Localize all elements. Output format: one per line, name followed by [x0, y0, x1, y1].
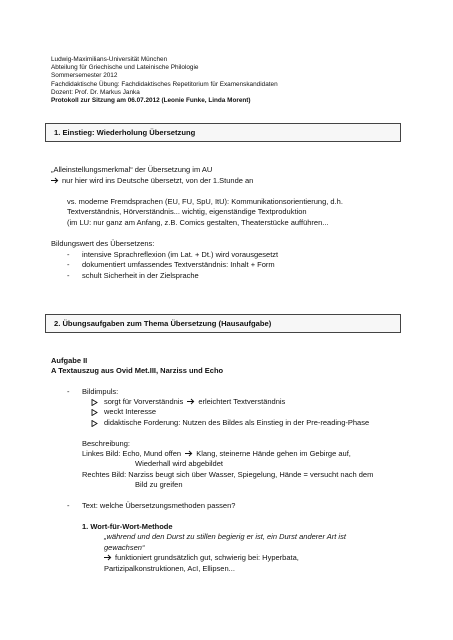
section-1-quote: „Alleinstellungsmerkmal“ der Übersetzung im AU: [51, 165, 213, 174]
header-semester: Sommersemester 2012: [51, 72, 118, 80]
bildimpuls-label: Bildimpuls:: [82, 387, 119, 396]
arrow-right-icon: [187, 398, 195, 405]
linkes-bild-line-2: Wiederhall wird abgebildet: [135, 459, 223, 468]
vs-line-1: vs. moderne Fremdsprachen (EU, FU, SpU, ItU): Kommunikationsorientierung, d.h.: [67, 197, 343, 206]
vs-line-3: (im LU: nur ganz am Anfang, z.B. Comics gestalten, Theaterstücke aufführen...: [67, 218, 329, 227]
method-title: 1. Wort-für-Wort-Methode: [82, 522, 173, 531]
header-university: Ludwig-Maximilians-Universität München: [51, 56, 168, 63]
chevron-bullet-icon: [91, 409, 98, 416]
arrow-right-icon: [51, 177, 59, 184]
document-header: [51, 56, 278, 105]
dash-bullet: -: [67, 271, 70, 280]
arrow-right-icon: [104, 554, 112, 561]
chevron-bullet-icon: [91, 420, 98, 427]
linkes-bild-b: Klang, steinerne Hände gehen im Gebirge auf,: [196, 449, 351, 458]
arrow-note-text: nur hier wird ins Deutsche übersetzt, von der 1.Stunde an: [62, 176, 254, 185]
section-1-heading: 1. Einstieg: Wiederholung Übersetzung: [45, 123, 401, 142]
bild-item-1b: erleichtert Textverständnis: [198, 397, 286, 406]
bildungswert-item-3: schult Sicherheit in der Zielsprache: [82, 271, 199, 280]
rechtes-bild-line-2: Bild zu greifen: [135, 480, 183, 489]
dash-bullet: -: [67, 501, 70, 510]
textauszug-label: A Textauszug aus Ovid Met.III, Narziss und Echo: [51, 366, 224, 375]
aufgabe-label: Aufgabe II: [51, 356, 88, 365]
section-1-arrow-note: [51, 176, 253, 186]
rechtes-bild-line-1: Rechtes Bild: Narziss beugt sich über Wasser, Spiegelung, Hände = versucht nach dem: [82, 470, 374, 479]
header-course: Fachdidaktische Übung: Fachdidaktisches Repetitorium für Examenskandidaten: [51, 80, 278, 88]
method-note-line-1: [104, 553, 299, 563]
linkes-bild-line-1: [82, 449, 351, 459]
chevron-bullet-icon: [91, 399, 98, 406]
vs-line-2: Textverständnis, Hörverständnis... wichtig, eigenständige Textproduktion: [67, 207, 307, 216]
bild-item-1: [104, 397, 285, 407]
method-note-text: funktioniert grundsätzlich gut, schwierig bei: Hyperbata,: [115, 553, 299, 562]
dash-bullet: -: [67, 260, 70, 269]
text-question: Text: welche Übersetzungsmethoden passen?: [82, 501, 236, 510]
bildungswert-label: Bildungswert des Übersetzens:: [51, 239, 155, 248]
header-department: Abteilung für Griechische und Lateinische Philologie: [51, 64, 199, 72]
bild-item-2: weckt Interesse: [104, 407, 157, 416]
dash-bullet: -: [67, 387, 70, 396]
arrow-right-icon: [185, 450, 193, 457]
dash-bullet: -: [67, 250, 70, 259]
beschreibung-label: Beschreibung:: [82, 439, 130, 448]
bild-item-1a: sorgt für Vorverständnis: [104, 397, 184, 406]
method-quote-line-2: gewachsen“: [104, 543, 145, 552]
bildungswert-item-1: intensive Sprachreflexion (im Lat. + Dt.) wird vorausgesetzt: [82, 250, 279, 259]
header-lecturer: Dozent: Prof. Dr. Markus Janka: [51, 88, 140, 96]
section-2-heading: 2. Übungsaufgaben zum Thema Übersetzung (Hausaufgabe): [45, 314, 401, 333]
method-note-line-2: Partizipalkonstruktionen, AcI, Ellipsen...: [104, 564, 235, 573]
linkes-bild-a: Linkes Bild: Echo, Mund offen: [82, 449, 182, 458]
bildungswert-item-2: dokumentiert umfassendes Textverständnis: Inhalt + Form: [82, 260, 275, 269]
header-protocol: Protokoll zur Sitzung am 06.07.2012 (Leonie Funke, Linda Morent): [51, 97, 251, 105]
method-quote-line-1: „während und den Durst zu stillen begierig er ist, ein Durst anderer Art ist: [104, 532, 346, 541]
bild-item-3: didaktische Forderung: Nutzen des Bildes als Einstieg in der Pre-reading-Phase: [104, 418, 370, 427]
